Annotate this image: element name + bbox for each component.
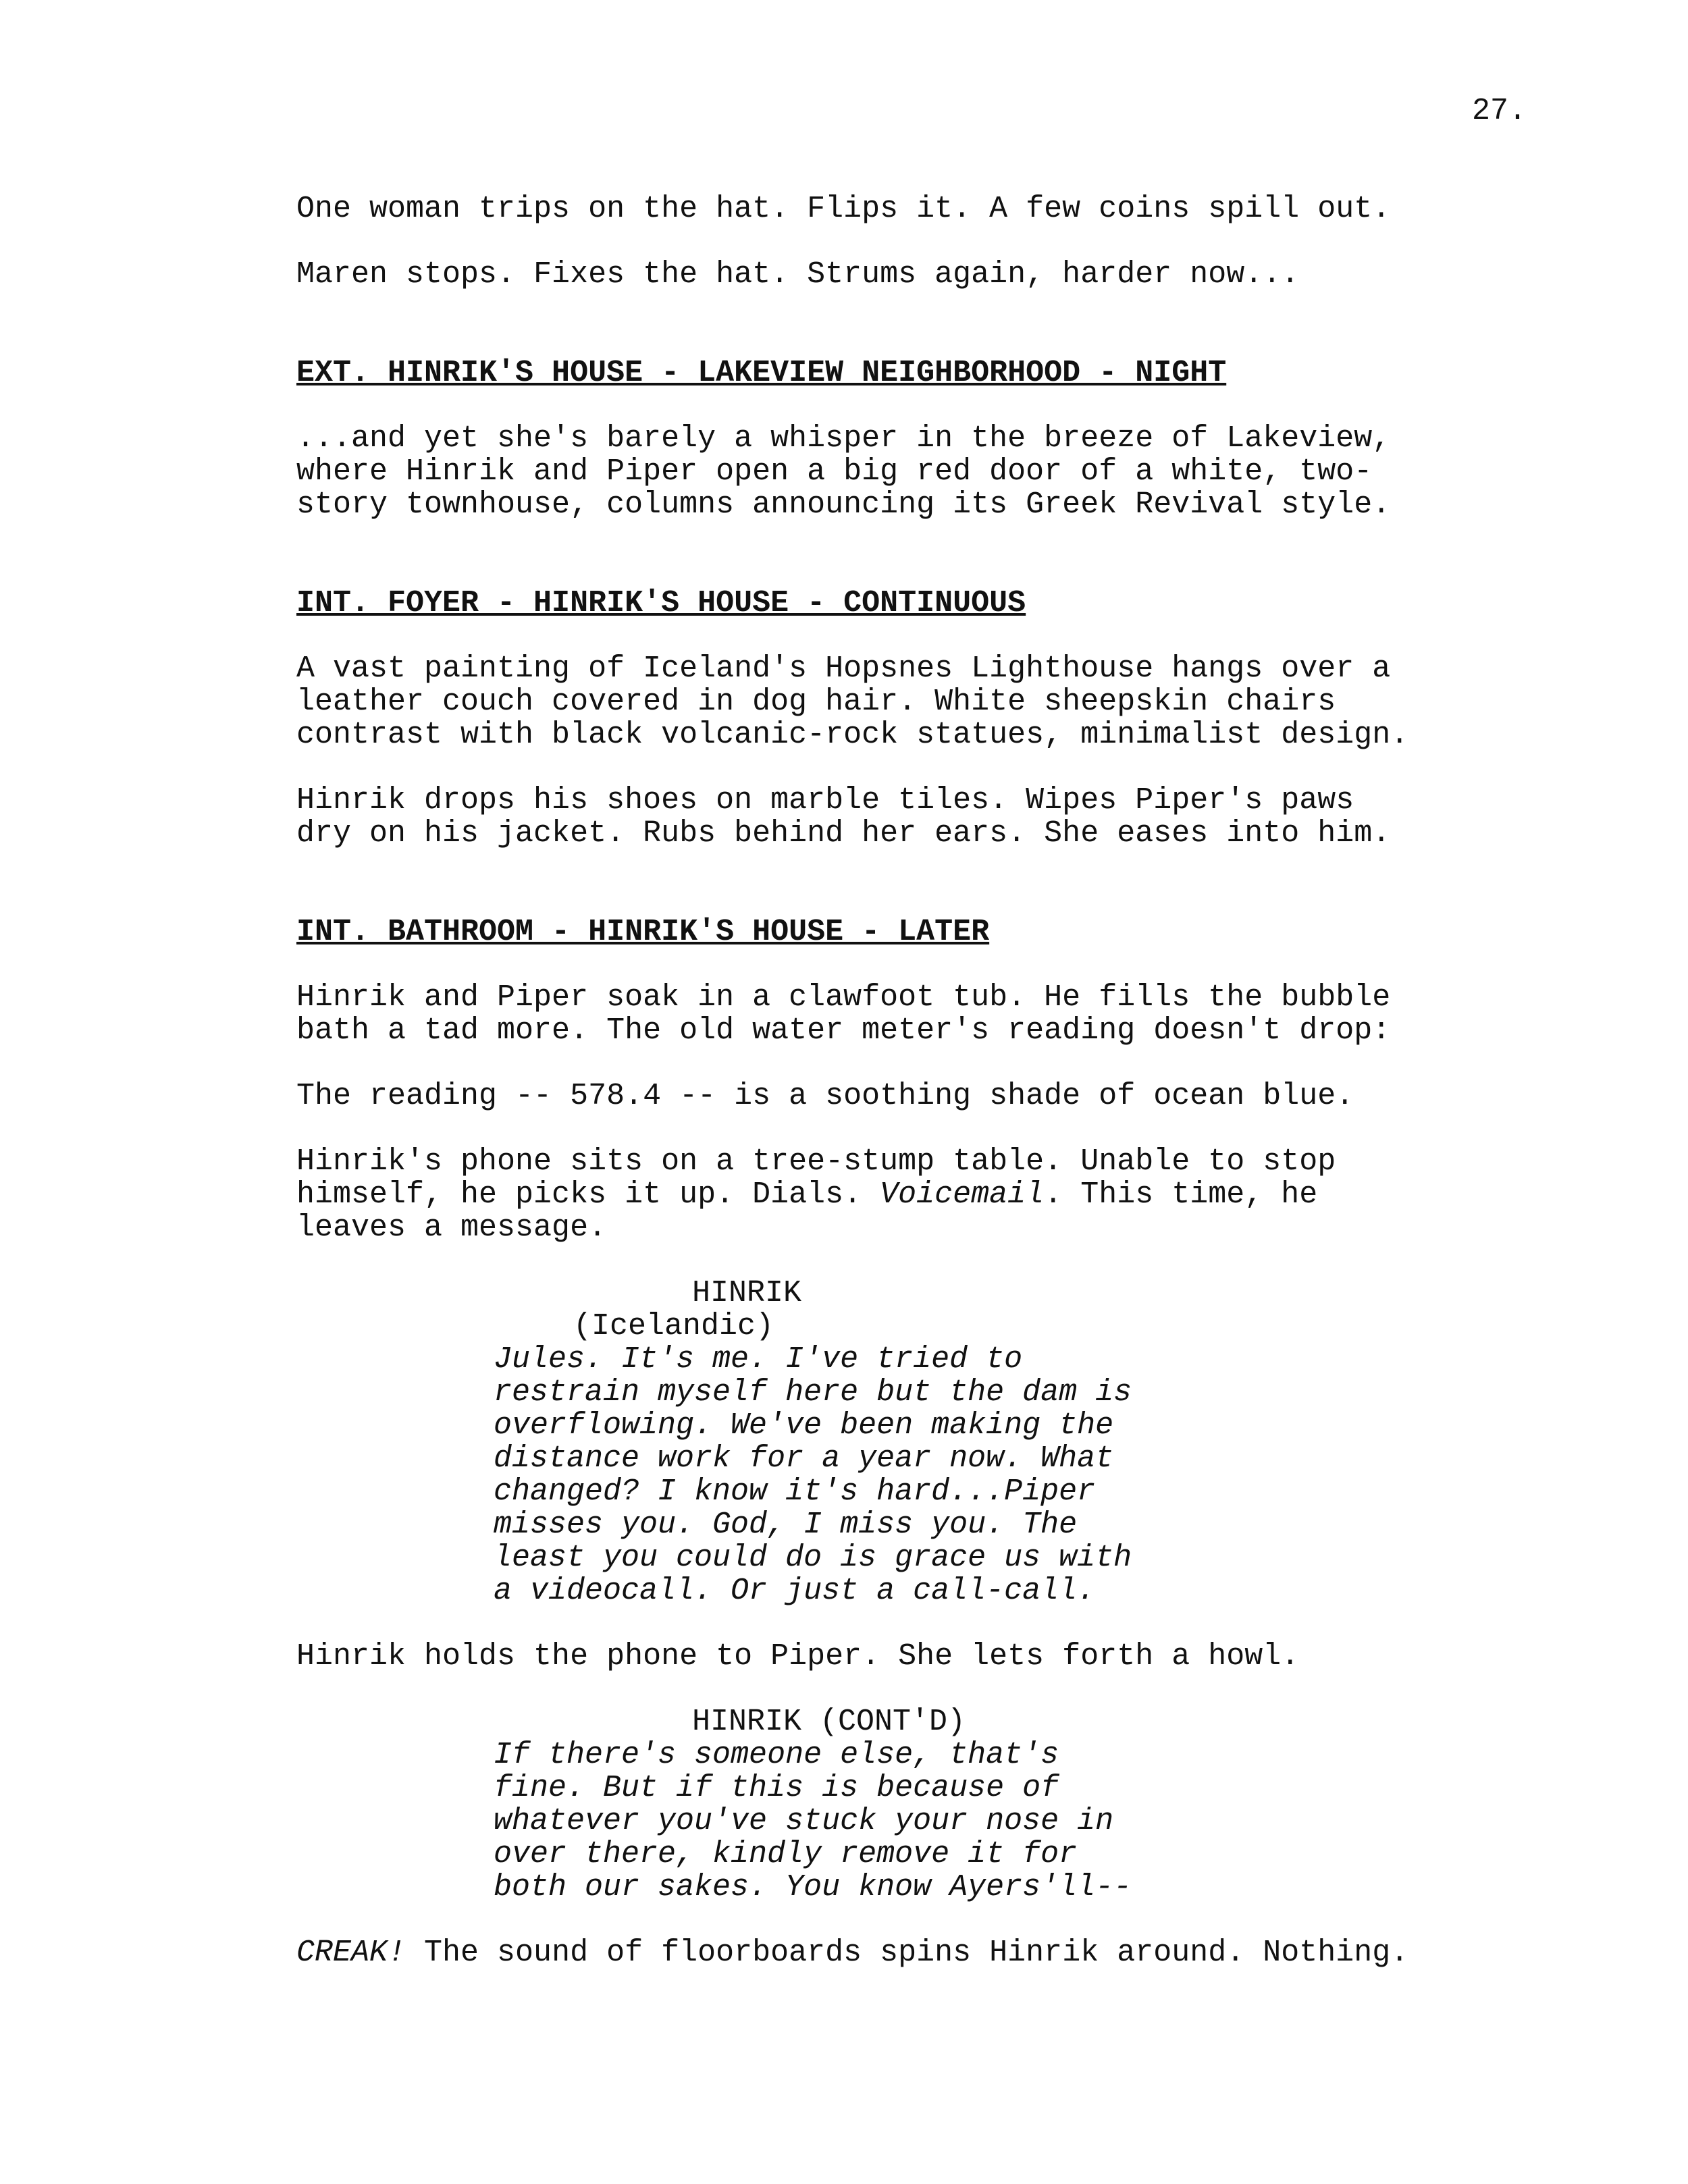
page-number: 27.	[1472, 94, 1527, 128]
action-line: Hinrik drops his shoes on marble tiles. Wipes Piper's paws dry on his jacket. Rubs behind her ears. She eases into him.	[296, 783, 1391, 851]
action-text: . This time, he leaves a message.	[296, 1177, 1318, 1245]
action-emphasis: Voicemail	[880, 1177, 1045, 1212]
action-line	[296, 1936, 1512, 1969]
action-line: Hinrik holds the phone to Piper. She lets forth a howl.	[296, 1639, 1300, 1674]
dialogue-block	[296, 1277, 1512, 1607]
dialogue-text: If there's someone else, that's fine. But if this is because of whatever you've stuck your nose in over there, kindly remove it for both our sakes. You know Ayers'll--	[494, 1738, 1132, 1905]
parenthetical: (Icelandic)	[573, 1309, 774, 1343]
action-line: A vast painting of Iceland's Hopsnes Lighthouse hangs over a leather couch covered in dog hair. White sheepskin chairs contrast with black volcanic-rock statues, minimalist design.	[296, 651, 1409, 752]
action-line: One woman trips on the hat. Flips it. A few coins spill out.	[296, 192, 1391, 226]
action-line: The reading -- 578.4 -- is a soothing shade of ocean blue.	[296, 1079, 1354, 1113]
character-name: HINRIK (CONT'D)	[692, 1705, 966, 1739]
scene-heading: EXT. HINRIK'S HOUSE - LAKEVIEW NEIGHBORHOOD - NIGHT	[296, 356, 1227, 390]
action-text: The sound of floorboards spins Hinrik around. Nothing.	[406, 1936, 1409, 1970]
action-line: ...and yet she's barely a whisper in the breeze of Lakeview, where Hinrik and Piper open a big red door of a white, two- story townhouse, columns announcing its Greek Revival style.	[296, 421, 1391, 522]
character-name: HINRIK	[692, 1276, 802, 1310]
action-line	[296, 1145, 1512, 1244]
script-content	[296, 192, 1512, 2002]
dialogue-text: Jules. It's me. I've tried to restrain myself here but the dam is overflowing. We've been making the distance work for a year now. What changed? I know it's hard...Piper misses you. God, I miss you. The least you could do is grace us with a videocall. Or just a call-call.	[494, 1342, 1132, 1608]
dialogue-block	[296, 1705, 1512, 1904]
action-text: Hinrik's phone sits on a tree-stump table. Unable to stop himself, he picks it up. Dials.	[296, 1144, 1336, 1212]
scene-heading: INT. BATHROOM - HINRIK'S HOUSE - LATER	[296, 915, 990, 949]
action-line: Maren stops. Fixes the hat. Strums again, harder now...	[296, 257, 1300, 292]
action-emphasis: CREAK!	[296, 1936, 406, 1970]
scene-heading: INT. FOYER - HINRIK'S HOUSE - CONTINUOUS	[296, 586, 1026, 620]
action-line: Hinrik and Piper soak in a clawfoot tub. He fills the bubble bath a tad more. The old water meter's reading doesn't drop:	[296, 980, 1391, 1048]
